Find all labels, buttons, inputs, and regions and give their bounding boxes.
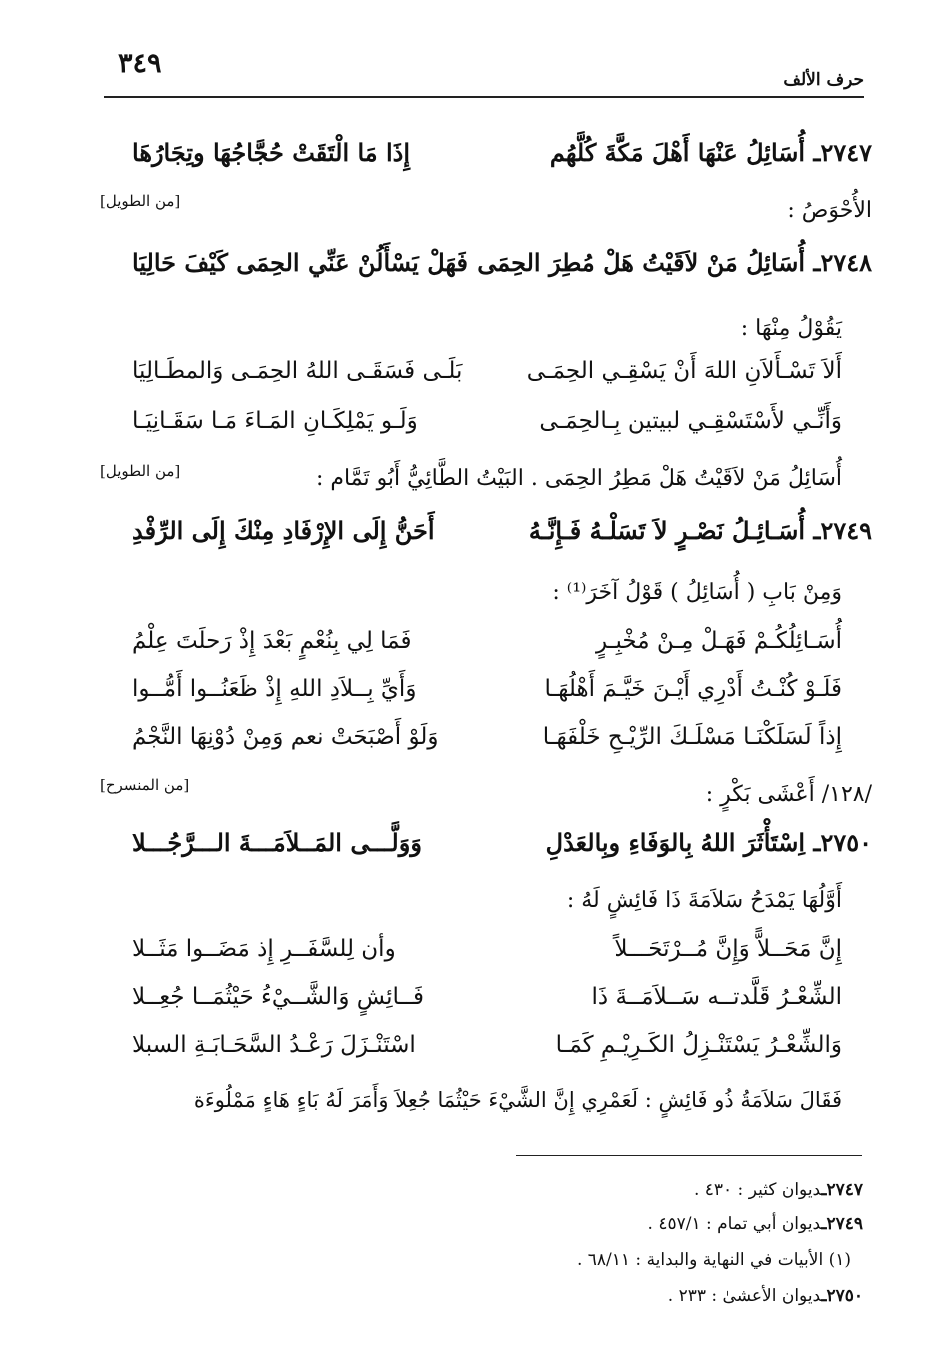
footnote-rule (516, 1155, 862, 1156)
prose-text: فَقَالَ سَلاَمَةُ ذُو فَائِشٍ : لَعَمْرِي إِنَّ الشَّيْءَ حَيْثُمَا جُعِلاَ وَأَمَرَ لَهُ بَاءٍ هَاءٍ مَمْلُوءَة (193, 1088, 842, 1112)
intro-line (92, 888, 872, 928)
poet-line (92, 192, 872, 238)
footnote-text: ديوان الأعشىٰ : ٢٣٣ . (667, 1286, 822, 1306)
poet-line (92, 776, 872, 822)
verse-first-hemistich: ٢٧٥٠ـ اِسْتَأْثَرَ اللهُ بِالوَفَاءِ وبِالعَدْلِ (545, 828, 872, 857)
verse-line (92, 984, 872, 1024)
verse-second-hemistich: وَلَوْ أَصْبَحَتْ نعم وَمِنْ دُوْنِهَا النَّجْمُ (132, 724, 439, 750)
footnote-text: الأبيات في النهاية والبداية : ٦٨/١١ . (576, 1250, 824, 1270)
footnote-number: ٢٧٥٠ـ (821, 1286, 863, 1306)
verse-first-hemistich: ٢٧٤٧ـ أُسَائِلُ عَنْهَا أَهْلَ مَكَّةَ كُلَّهُم (549, 138, 872, 167)
meter-label: [من الطويل] (100, 192, 181, 210)
verse-line (92, 1032, 872, 1072)
intro-text: وَمِنْ بَابِ ( أُسَائِلُ ) قَوْلُ آخَرَ⁽¹⁾ : (552, 580, 842, 605)
verse-second-hemistich: أَحَنُّ إِلَى الإِرْفَادِ مِنْكَ إِلَى الرِّفْدِ (132, 516, 435, 545)
verse-first-hemistich: وَالشِّعْـرُ يَسْتَنْـزِلُ الكَـرِيْـمِ كَمَـا (555, 1032, 842, 1058)
intro-line (92, 316, 872, 356)
verse-line (92, 628, 872, 668)
meter-label: [من الطويل] (100, 462, 181, 480)
verse-second-hemistich: وأن لِلسَّفَــرِ إِذ مَضَــوا مَثَــلا (132, 936, 396, 962)
chapter-title: حرف الألف (783, 70, 864, 90)
verse-second-hemistich: فَــائِشٍ وَالشَّــيْءُ حَيْثُمَــا جُعِــلا (132, 984, 425, 1010)
verse-2747 (92, 138, 872, 178)
verse-first-hemistich: الشِّعْـرُ قَلَّدتــه سَــلاَمَــةَ ذَا (591, 984, 842, 1010)
intro-text: أَوَّلُهَا يَمْدَحُ سَلاَمَةَ ذَا فَائِشٍ لَهُ : (566, 888, 842, 913)
verse-line (92, 408, 872, 448)
verse-first-hemistich: إِذاً لَسَلَكْنَـا مَسْلَـكَ الرِّيْـحِ خَلْفَهَـا (542, 724, 842, 750)
verse-first-hemistich: إِنَّ مَحَــلاًّ وَإِنَّ مُــرْتَحَـــلاً (614, 936, 842, 962)
verse-line (92, 676, 872, 716)
verse-first-hemistich: ٢٧٤٩ـ أُسَـائِـلُ نَصْـرٍ لاَ تَسَلْـهُ فَـإِنَّـهُ (528, 516, 872, 545)
verse-second-hemistich: إِذَا مَا الْتَقَتْ حُجَّاجُهَا وتِجَارُهَا (132, 138, 411, 167)
footnote-number: ٢٧٤٧ـ (821, 1180, 863, 1200)
verse-second-hemistich: اسْتَنْـزَلَ رَعْـدُ السَّحَـابَـةِ السبلا (132, 1032, 416, 1058)
poet-name: /١٢٨/ أَعْشَى بَكْرٍ : (705, 782, 872, 807)
verse-first-hemistich: فَلَـوْ كُنْـتُ أَدْرِي أَيْـنَ خَيَّـمَ أَهْلُهَـا (544, 676, 842, 702)
verse-line (92, 936, 872, 976)
footnote-text: ديوان كثير : ٤٣٠ . (693, 1180, 822, 1200)
verse-first-hemistich: وَأَنِّـي لأَسْتَسْقِـي لبيتين بِـالحِمَـى (539, 408, 842, 434)
footnote (103, 1180, 863, 1200)
intro-line (92, 580, 872, 620)
verse-first-hemistich: ٢٧٤٨ـ أُسَائِلُ مَنْ لاَقَيْتُ هَلْ مُطِرَ الحِمَى (477, 248, 872, 277)
verse-number: ٢٧٤٩ـ (813, 516, 872, 545)
verse-2748 (92, 248, 872, 288)
verse-number: ٢٧٤٨ـ (813, 248, 872, 277)
verse-line (92, 724, 872, 764)
verse-second-hemistich: فَهَلْ يَسْأَلُنْ عَنِّي الحِمَى كَيْفَ حَالِيَا (132, 248, 468, 277)
header-rule (104, 96, 864, 98)
verse-second-hemistich: بَلَـى فَسَقَـى اللهُ الحِمَـى وَالمطَـالِيَا (132, 358, 463, 384)
footnote (103, 1214, 863, 1234)
footnote-number: ٢٧٤٩ـ (821, 1214, 863, 1234)
verse-second-hemistich: وَلَـو يَمْلِكَـانِ المَـاءَ مَـا سَقَـانِيَـا (132, 408, 418, 434)
verse-2749 (92, 516, 872, 556)
meter-label: [من المنسرح] (100, 776, 190, 794)
verse-second-hemistich: وَأَيِّ بِــلاَدِ اللهِ إِذْ ظَعَنُــوا أَمُّــوا (132, 676, 417, 702)
verse-number: ٢٧٤٧ـ (813, 138, 872, 167)
intro-text: يَقُوْلُ مِنْهَا : (740, 316, 842, 341)
verse-first-hemistich: أُسَـائِلُكُـمْ فَهَـلْ مِـنْ مُخْبِـرٍ (596, 628, 842, 654)
poet-name: الأُحْوَصُ : (787, 198, 872, 223)
page-header (104, 48, 864, 96)
prose-line (92, 462, 872, 506)
verse-first-hemistich: أَلاَ تَسْـأَلاَنِ اللهَ أَنْ يَسْقِـي الحِمَـى (526, 358, 842, 384)
prose-text: أُسَائِلُ مَنْ لاَقَيْتُ هَلْ مَطِرُ الحِمَى . البَيْتُ الطَّائِيُّ أَبُو تَمَّام : (316, 466, 842, 491)
footnote-text: ديوان أبي تمام : ٤٥٧/١ . (647, 1214, 822, 1234)
prose-line (92, 1088, 872, 1128)
verse-second-hemistich: فَمَا لِي بِنُعْمٍ بَعْدَ إِذْ رَحلَتَ عِلْمُ (132, 628, 412, 654)
verse-2750 (92, 828, 872, 868)
verse-number: ٢٧٥٠ـ (813, 828, 872, 857)
footnote (91, 1250, 851, 1270)
verse-line (92, 358, 872, 398)
footnote-number: (١) (828, 1250, 851, 1270)
page-number: ٣٤٩ (118, 48, 162, 79)
verse-second-hemistich: وَوَلَّـــى المَــلاَمَـــةَ الـــرَّجُـــلا (132, 828, 422, 857)
footnote (103, 1286, 863, 1306)
